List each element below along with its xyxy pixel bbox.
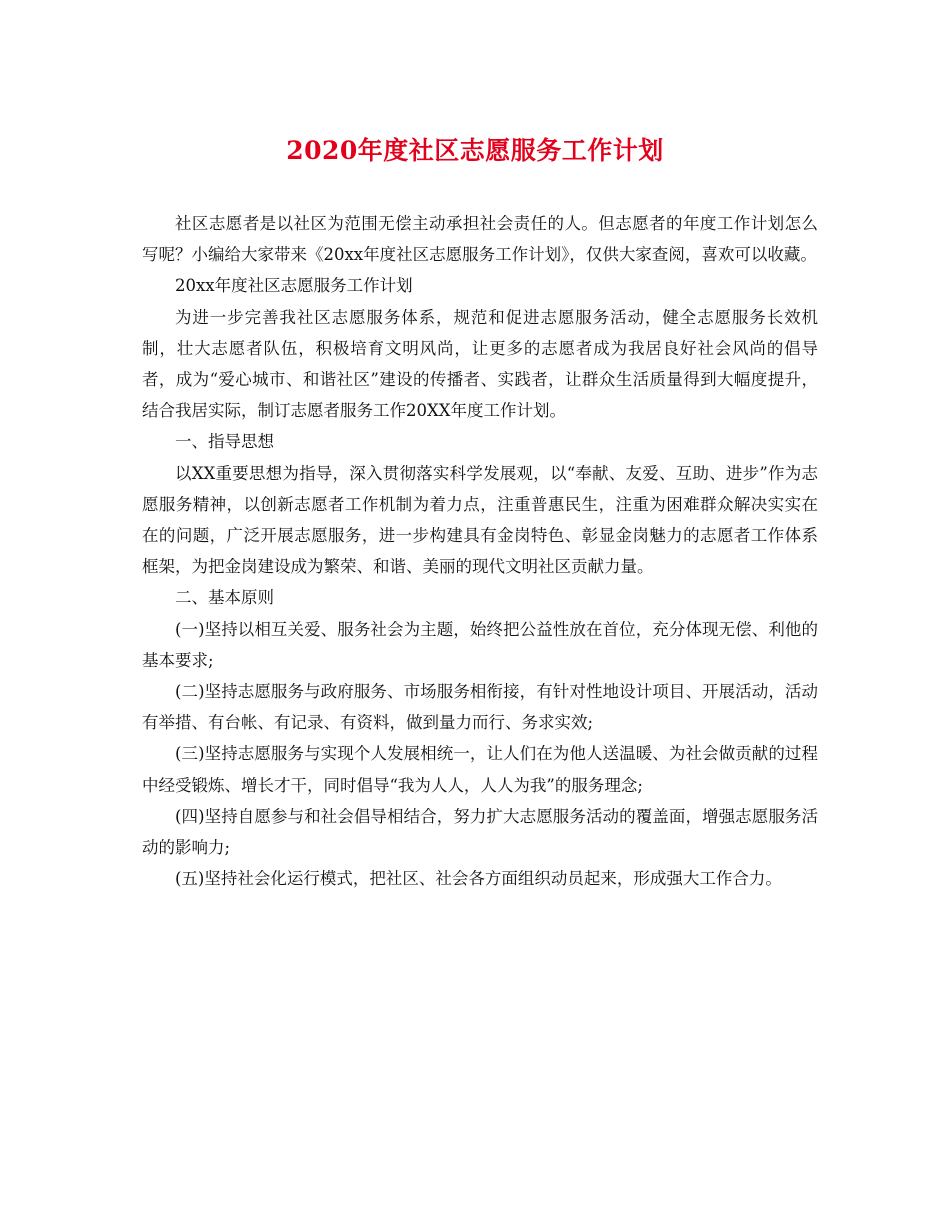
purpose-paragraph: 为进一步完善我社区志愿服务体系，规范和促进志愿服务活动，健全志愿服务长效机制，壮大志愿者队伍，积极培育文明风尚，让更多的志愿者成为我居良好社会风尚的倡导者，成为“爱心城市、和谐社区”建设的传播者、实践者，让群众生活质量得到大幅度提升，结合我居实际，制订志愿者服务工作20XX年度工作计划。 [142,307,818,421]
principle-item-4: (四)坚持自愿参与和社会倡导相结合，努力扩大志愿服务活动的覆盖面，增强志愿服务活动的影响力; [142,806,818,858]
guiding-thought-paragraph: 以XX重要思想为指导，深入贯彻落实科学发展观，以“奉献、友爱、互助、进步”作为志愿服务精神，以创新志愿者工作机制为着力点，注重普惠民生，注重为困难群众解决实实在在的问题，广泛开展志愿服务，进一步构建具有金岗特色、彰显金岗魅力的志愿者工作体系框架，为把金岗建设成为繁荣、和谐、美丽的现代文明社区贡献力量。 [142,463,818,577]
section-heading-basic-principles: 二、基本原则 [175,588,274,608]
principle-item-2: (二)坚持志愿服务与政府服务、市场服务相衔接，有针对性地设计项目、开展活动，活动有举措、有台帐、有记录、有资料，做到量力而行、务求实效; [142,682,818,733]
section-heading-guiding-thought: 一、指导思想 [175,432,274,452]
principle-item-5: (五)坚持社会化运行模式，把社区、社会各方面组织动员起来，形成强大工作合力。 [175,869,782,889]
subtitle-paragraph: 20xx年度社区志愿服务工作计划 [175,276,413,296]
principle-item-1: (一)坚持以相互关爱、服务社会为主题，始终把公益性放在首位，充分体现无偿、利他的基本要求; [142,619,818,670]
intro-paragraph: 社区志愿者是以社区为范围无偿主动承担社会责任的人。但志愿者的年度工作计划怎么写呢？小编给大家带来《20xx年度社区志愿服务工作计划》，仅供大家查阅，喜欢可以收藏。 [142,214,818,265]
document-body [142,208,818,894]
principle-item-3: (三)坚持志愿服务与实现个人发展相统一，让人们在为他人送温暖、为社会做贡献的过程中经受锻炼、增长才干，同时倡导“我为人人，人人为我”的服务理念; [142,744,818,795]
document-title: 2020年度社区志愿服务工作计划 [286,136,664,165]
